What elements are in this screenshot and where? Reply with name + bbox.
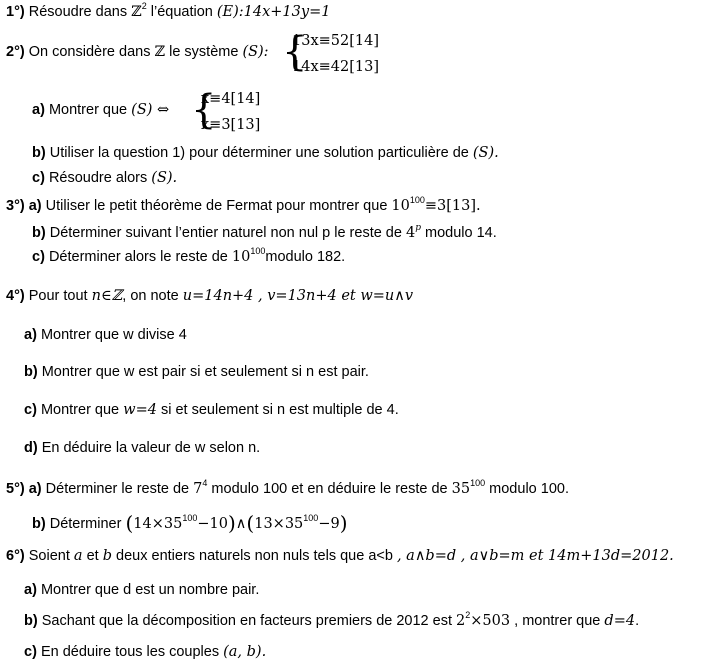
q3-number: 3°) bbox=[6, 198, 25, 214]
q3-c-rest: modulo 182. bbox=[265, 249, 346, 265]
q2-system-eq2: 14x≡42[13] bbox=[292, 59, 379, 75]
q6-cond: , a∧b=d , a∨b=m et 14m+13d=2012. bbox=[396, 548, 674, 564]
q5-b-m2: −9 bbox=[318, 516, 340, 532]
q5-b-p2: 13×35 bbox=[254, 516, 304, 532]
q5-a-label: a) bbox=[28, 481, 42, 497]
q2-sysname: (S): bbox=[242, 44, 269, 60]
q4-def: u=14n+4 , v=13n+4 et w=u∧v bbox=[182, 288, 414, 304]
q5-a-end: modulo 100. bbox=[485, 481, 569, 497]
q3-b bbox=[32, 223, 497, 243]
q4-b bbox=[24, 362, 369, 382]
q5-b-e1: 100 bbox=[182, 513, 198, 523]
q5-b-m1: −10 bbox=[197, 516, 228, 532]
q4-text2: , on note bbox=[122, 288, 183, 304]
q5-a-exp: 4 bbox=[202, 478, 208, 488]
q1-z: ℤ bbox=[131, 4, 142, 20]
q6-text3: deux entiers naturels non nuls tels que a<b bbox=[112, 548, 397, 564]
q1-exp: 2 bbox=[141, 1, 147, 11]
q6-a-text: Montrer que d est un nombre pair. bbox=[40, 582, 260, 598]
question-5 bbox=[6, 479, 569, 499]
q1-number: 1°) bbox=[6, 4, 25, 20]
q2-c-s: (S). bbox=[151, 170, 178, 186]
q6-b-exp: 2 bbox=[465, 610, 471, 620]
q6-c bbox=[24, 642, 266, 662]
q3-a-rest: ≡3[13]. bbox=[424, 198, 481, 214]
q4-d bbox=[24, 438, 260, 458]
q6-c-pair: (a, b). bbox=[223, 644, 267, 660]
q1-equation: (E):14x+13y=1 bbox=[216, 4, 331, 20]
q2-b-text: Utiliser la question 1) pour déterminer une solution particulière de bbox=[49, 145, 473, 161]
q2-b-s: (S). bbox=[472, 145, 499, 161]
q3-a-base: 10 bbox=[391, 198, 410, 214]
q2-a-eq2: x≡3[13] bbox=[201, 117, 261, 133]
q2-a-text: Montrer que bbox=[48, 102, 132, 118]
q4-d-text: En déduire la valeur de w selon n. bbox=[41, 440, 261, 456]
q2-b bbox=[32, 143, 499, 163]
q4-number: 4°) bbox=[6, 288, 25, 304]
q6-b-rest: ×503 bbox=[470, 613, 511, 629]
question-6 bbox=[6, 546, 674, 566]
q5-b-text: Déterminer bbox=[49, 516, 126, 532]
q6-a-label: a) bbox=[24, 582, 37, 598]
q2-z: ℤ bbox=[154, 44, 166, 60]
q2-c-text: Résoudre alors bbox=[48, 170, 152, 186]
q4-c-eq: w=4 bbox=[123, 402, 157, 418]
q2-c bbox=[32, 168, 177, 188]
q6-number: 6°) bbox=[6, 548, 25, 564]
q1-text2: l’équation bbox=[146, 4, 217, 20]
question-3 bbox=[6, 196, 481, 216]
question-2 bbox=[6, 42, 269, 62]
q1-text: Résoudre dans bbox=[28, 4, 128, 20]
q6-b-text: Sachant que la décomposition en facteurs premiers de 2012 est bbox=[41, 613, 457, 629]
q6-a bbox=[24, 580, 259, 600]
q4-c-text2: si et seulement si n est multiple de 4. bbox=[156, 402, 399, 418]
q2-a-brace: { bbox=[191, 87, 217, 133]
q2-system-brace: { bbox=[282, 29, 308, 75]
q3-b-exp: p bbox=[415, 223, 421, 233]
q6-b-text2: , montrer que bbox=[510, 613, 605, 629]
q3-c-base: 10 bbox=[231, 249, 251, 265]
q5-a-base2: 35 bbox=[451, 481, 471, 497]
q3-c-text: Déterminer alors le reste de bbox=[48, 249, 232, 265]
q5-b-label: b) bbox=[32, 516, 46, 532]
q4-a-label: a) bbox=[24, 327, 37, 343]
q3-a-text: Utiliser le petit théorème de Fermat pour montrer que bbox=[45, 198, 392, 214]
q3-a-exp: 100 bbox=[409, 195, 425, 205]
q2-system-eq1: 13x≡52[14] bbox=[292, 33, 379, 49]
q4-cond: n∈ℤ bbox=[91, 288, 123, 304]
q3-a-label: a) bbox=[28, 198, 42, 214]
q5-b: b) Déterminer $(14\times 35^{100}-10)\wedge(13\times 35^{100}-9)$ bbox=[32, 511, 348, 535]
q2-text2: le système bbox=[165, 44, 243, 60]
question-1 bbox=[6, 2, 330, 22]
q4-b-text: Montrer que w est pair si et seulement si n est pair. bbox=[41, 364, 369, 380]
q4-text: Pour tout bbox=[28, 288, 92, 304]
q3-c-exp: 100 bbox=[250, 246, 266, 256]
question-4 bbox=[6, 286, 413, 306]
q6-b-var: b bbox=[102, 548, 112, 564]
q5-b-e2: 100 bbox=[303, 513, 319, 523]
q4-c bbox=[24, 400, 399, 420]
q5-b-p1: 14×35 bbox=[133, 516, 183, 532]
q6-b-eq: d=4 bbox=[604, 613, 636, 629]
q5-a-mid: modulo 100 et en déduire le reste de bbox=[207, 481, 452, 497]
q2-c-label: c) bbox=[32, 170, 45, 186]
q5-number: 5°) bbox=[6, 481, 25, 497]
q4-c-label: c) bbox=[24, 402, 37, 418]
q2-b-label: b) bbox=[32, 145, 46, 161]
q5-b-and: ∧ bbox=[235, 516, 247, 532]
q3-c-label: c) bbox=[32, 249, 45, 265]
q3-b-base: 4 bbox=[405, 225, 416, 241]
q2-a-sys: (S) ⇔ bbox=[131, 102, 170, 118]
q5-a-exp2: 100 bbox=[470, 478, 486, 488]
q5-a-text: Déterminer le reste de bbox=[45, 481, 194, 497]
q6-b-label: b) bbox=[24, 613, 38, 629]
q6-b: b) Sachant que la décomposition en facteurs premiers de 2012 est $2^2\times 503$ , montrer que d=4. bbox=[24, 610, 640, 629]
q4-c-text: Montrer que bbox=[40, 402, 124, 418]
q6-text: Soient bbox=[28, 548, 74, 564]
q2-a bbox=[32, 100, 169, 120]
q4-b-label: b) bbox=[24, 364, 38, 380]
q3-b-label: b) bbox=[32, 225, 46, 241]
q6-a-var: a bbox=[73, 548, 83, 564]
q6-text2: et bbox=[82, 548, 103, 564]
q4-d-label: d) bbox=[24, 440, 38, 456]
q3-c bbox=[32, 247, 345, 267]
q5-a-base: 7 bbox=[193, 481, 203, 497]
q6-c-text: En déduire tous les couples bbox=[40, 644, 224, 660]
q2-number: 2°) bbox=[6, 44, 25, 60]
q3-b-text: Déterminer suivant l’entier naturel non nul p le reste de bbox=[49, 225, 406, 241]
q4-a-text: Montrer que w divise 4 bbox=[40, 327, 187, 343]
q6-c-label: c) bbox=[24, 644, 37, 660]
q2-a-label: a) bbox=[32, 102, 45, 118]
q2-a-eq1: x≡4[14] bbox=[201, 91, 261, 107]
q2-text: On considère dans bbox=[28, 44, 151, 60]
q4-a bbox=[24, 325, 187, 345]
q3-b-rest: modulo 14. bbox=[420, 225, 497, 241]
q6-b-base: 2 bbox=[456, 613, 466, 629]
